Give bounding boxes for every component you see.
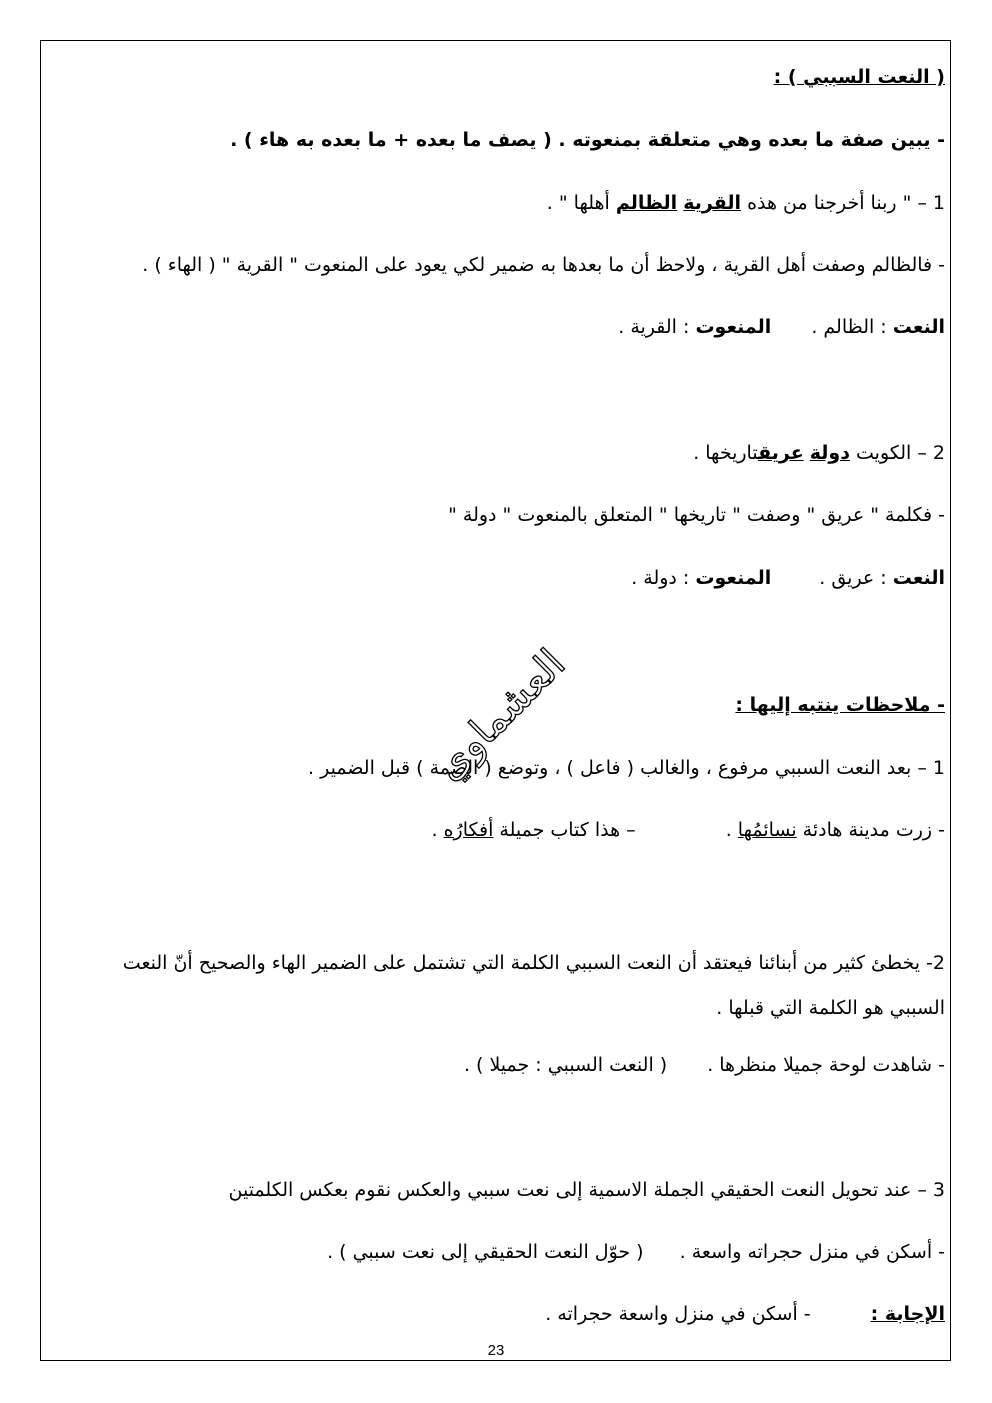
page-number: 23 (487, 1342, 505, 1359)
note3-text: 3 – عند تحويل النعت الحقيقي الجملة الاسمية إلى نعت سببي والعكس نقوم بعكس الكلمتين (228, 1179, 945, 1201)
example1-word-manout: القرية (683, 192, 742, 214)
example1-prefix: 1 – " ربنا أخرجنا من هذه (741, 192, 945, 214)
naat-label: النعت (892, 567, 945, 589)
example2-answer (631, 567, 945, 590)
notes-title-text: - ملاحظات ينتبه إليها : (735, 694, 945, 716)
answer-text: - أسكن في منزل واسعة حجراته . (545, 1303, 811, 1325)
example1-answer (618, 316, 945, 339)
example2-explanation: - فكلمة " عريق " وصفت " تاريخها " المتعلق بالمنعوت " دولة " (448, 504, 945, 526)
note1-example-b-prefix: – هذا كتاب جميلة (493, 819, 636, 841)
example1-word-naat: الظالم (615, 192, 678, 214)
example1-explanation: - فالظالم وصفت أهل القرية ، ولاحظ أن ما بعدها به ضمير لكي يعود على المنعوت " القرية " ( الهاء ) . (142, 254, 945, 276)
example1-suffix: أهلها " . (546, 192, 616, 214)
example2-prefix: 2 – الكويت (849, 442, 945, 464)
note1-example-a-word: نسائمُها (737, 819, 797, 841)
note2-example-sentence: - شاهدت لوحة جميلا منظرها . (707, 1054, 945, 1076)
note3-example-note: ( حوّل النعت الحقيقي إلى نعت سببي ) . (327, 1241, 644, 1263)
watermark (400, 640, 600, 790)
definition: - يبين صفة ما بعده وهي متعلقة بمنعوته . ( يصف ما بعده + ما بعده به هاء ) . (230, 129, 945, 151)
naat-value: : عريق . (819, 567, 893, 589)
note3-example-sentence: - أسكن في منزل حجراته واسعة . (679, 1241, 945, 1263)
manout-label: المنعوت (695, 567, 772, 589)
note1-examples (431, 819, 945, 842)
section-title-text: ( النعت السببي ) : (773, 66, 945, 88)
note2-text: 2- يخطئ كثير من أبنائنا فيعتقد أن النعت السببي الكلمة التي تشتمل على الضمير الهاء والصحيح أنّ النعت السببي هو الكلمة التي قبلها . (122, 952, 945, 1019)
note1-text: 1 – بعد النعت السببي مرفوع ، والغالب ( فاعل ) ، وتوضع ( الضمة ) قبل الضمير . (308, 757, 945, 779)
note1-example-a-suffix: . (725, 819, 738, 841)
note1-example-b-word: أفكارُه (443, 819, 494, 841)
manout-value: : القرية . (618, 316, 696, 338)
manout-label: المنعوت (695, 316, 772, 338)
example2-word-naat: عريق (758, 442, 804, 464)
manout-value: : دولة . (631, 567, 696, 589)
example2-suffix: تاريخها . (693, 442, 759, 464)
note2-example (464, 1054, 945, 1077)
example2-word-manout: دولة (809, 442, 850, 464)
note1-example-a-prefix: - زرت مدينة هادئة (796, 819, 945, 841)
note3-example (327, 1241, 945, 1264)
note2-example-note: ( النعت السببي : جميلا ) . (463, 1054, 668, 1076)
note1-example-b-suffix: . (431, 819, 444, 841)
example1-verse (547, 192, 945, 215)
section-title (774, 66, 945, 89)
note3-answer (545, 1303, 945, 1326)
naat-value: : الظالم . (811, 316, 893, 338)
notes-title (735, 694, 945, 717)
example2-sentence (693, 442, 945, 465)
watermark-text: العشماوي (425, 640, 575, 790)
naat-label: النعت (892, 316, 945, 338)
answer-label: الإجابة : (870, 1303, 945, 1325)
